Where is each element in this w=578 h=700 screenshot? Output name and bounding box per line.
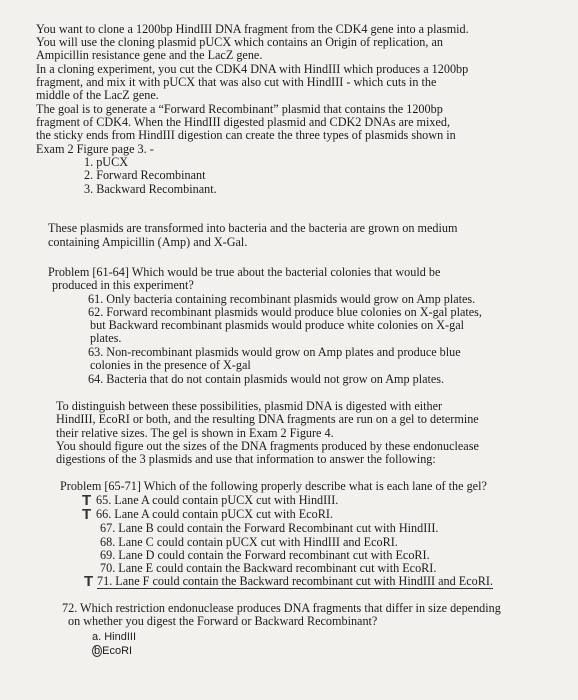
problem-item: but Backward recombinant plasmids would produce white colonies on X-gal: [90, 318, 464, 332]
problem-item: 69. Lane D could contain the Forward recombinant cut with EcoRI.: [100, 548, 430, 562]
gel-line: their relative sizes. The gel is shown in Exam 2 Figure 4.: [56, 426, 334, 440]
answer-option-b-label: EcoRI: [102, 645, 133, 657]
problem-stem: 72. Which restriction endonuclease produces DNA fragments that differ in size depending: [62, 601, 501, 615]
intro-line: In a cloning experiment, you cut the CDK4 DNA with HindIII which produces a 1200bp: [36, 62, 469, 76]
problem-item: colonies in the presence of X-gal: [90, 358, 251, 372]
answer-option-b: [92, 645, 132, 658]
gel-line: To distinguish between these possibilities, plasmid DNA is digested with either: [56, 399, 443, 413]
problem-stem: Problem [61-64] Which would be true about the bacterial colonies that would be: [48, 265, 441, 279]
transform-line: containing Ampicillin (Amp) and X-Gal.: [48, 235, 248, 249]
plasmid-type-item: 1. pUCX: [84, 155, 129, 169]
intro-line: middle of the LacZ gene.: [36, 88, 159, 102]
problem-item: 61. Only bacteria containing recombinant plasmids would grow on Amp plates.: [88, 292, 476, 306]
intro-line: You will use the cloning plasmid pUCX which contains an Origin of replication, an: [36, 35, 443, 49]
problem-stem: produced in this experiment?: [52, 278, 194, 292]
problem-item: 66. Lane A could contain pUCX cut with EcoRI.: [96, 507, 333, 521]
problem-item: 68. Lane C could contain pUCX cut with HindIII and EcoRI.: [100, 535, 398, 549]
problem-stem: on whether you digest the Forward or Backward Recombinant?: [68, 614, 378, 628]
problem-stem: Problem [65-71] Which of the following properly describe what is each lane of the gel?: [60, 479, 487, 493]
intro-line: the sticky ends from HindIII digestion can create the three types of plasmids shown in: [36, 128, 456, 142]
transform-line: These plasmids are transformed into bacteria and the bacteria are grown on medium: [48, 221, 458, 235]
intro-line: You want to clone a 1200bp HindIII DNA fragment from the CDK4 gene into a plasmid.: [36, 22, 469, 36]
answer-option-a: a. HindIII: [92, 631, 137, 643]
handwritten-true-mark: T: [82, 492, 92, 509]
problem-item: 70. Lane E could contain the Backward recombinant cut with EcoRI.: [100, 561, 437, 575]
problem-item: 71. Lane F could contain the Backward recombinant cut with HindIII and EcoRI.: [97, 574, 493, 588]
problem-item: plates.: [90, 331, 122, 345]
handwritten-true-mark: T: [82, 506, 92, 523]
plasmid-type-item: 2. Forward Recombinant: [84, 168, 206, 182]
intro-line: fragment, and mix it with pUCX that was also cut with HindIII - which cuts in the: [36, 75, 437, 89]
gel-line: digestions of the 3 plasmids and use that information to answer the following:: [56, 452, 436, 466]
intro-line: Ampicillin resistance gene and the LacZ gene.: [36, 48, 263, 62]
intro-line: fragment of CDK4. When the HindIII digested plasmid and CDK2 DNAs are mixed,: [36, 115, 451, 129]
gel-line: You should figure out the sizes of the DNA fragments produced by these endonuclease: [56, 439, 479, 453]
handwritten-true-mark: T: [84, 573, 94, 590]
problem-item: 62. Forward recombinant plasmids would produce blue colonies on X-gal plates,: [88, 305, 482, 319]
problem-item: 63. Non-recombinant plasmids would grow on Amp plates and produce blue: [88, 345, 461, 359]
gel-line: HindIII, EcoRI or both, and the resulting DNA fragments are run on a gel to determine: [56, 412, 479, 426]
problem-item: 67. Lane B could contain the Forward Recombinant cut with HindIII.: [100, 521, 439, 535]
circled-answer-mark: b: [94, 645, 101, 657]
problem-item: 65. Lane A could contain pUCX cut with HindIII.: [96, 493, 339, 507]
plasmid-type-item: 3. Backward Recombinant.: [84, 182, 217, 196]
intro-line: Exam 2 Figure page 3. -: [36, 142, 154, 156]
problem-item: 64. Bacteria that do not contain plasmids would not grow on Amp plates.: [88, 372, 445, 386]
intro-line: The goal is to generate a “Forward Recombinant” plasmid that contains the 1200bp: [36, 102, 443, 116]
